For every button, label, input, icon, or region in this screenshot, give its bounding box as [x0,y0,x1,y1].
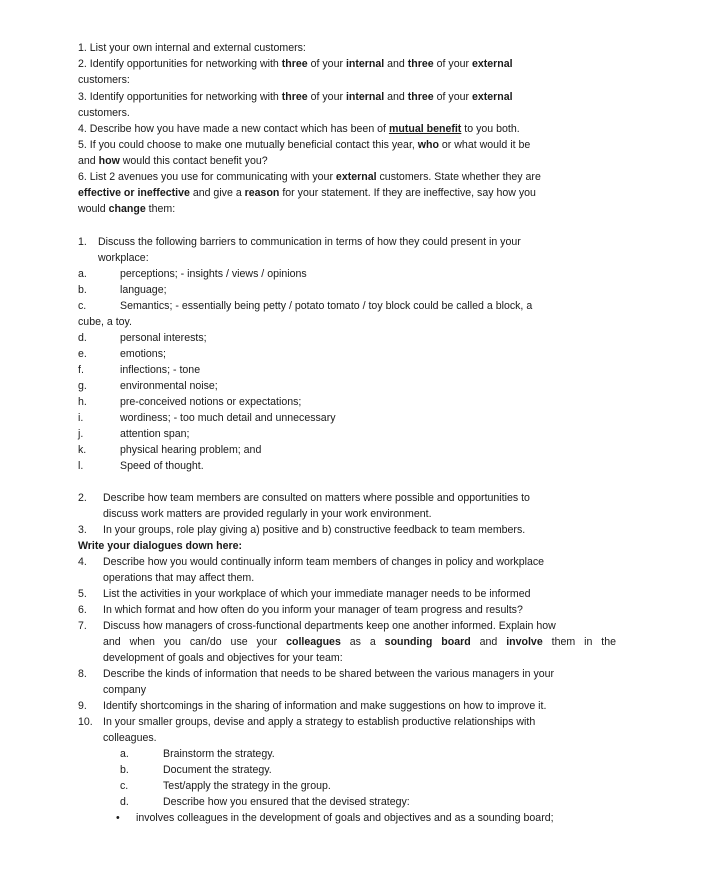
bullet-icon: • [116,812,120,824]
strategy-continued: colleagues. [103,732,157,744]
barrier-letter: b. [78,284,87,296]
strategy-step: Brainstorm the strategy. [163,748,275,760]
question-2-continued: customers: [78,74,130,86]
barrier-item: wordiness; - too much detail and unnecessary [120,412,336,424]
barrier-letter: j. [78,428,84,440]
barrier-item: physical hearing problem; and [120,444,262,456]
barrier-item: Speed of thought. [120,460,204,472]
question-3-continued: customers. [78,107,130,119]
barriers-question: Discuss the following barriers to communication in terms of how they could present in your [98,236,521,248]
question-1: 1. List your own internal and external customers: [78,42,306,54]
team-consultation-continued: discuss work matters are provided regularly in your work environment. [103,508,432,520]
strategy-step: Document the strategy. [163,764,272,776]
barrier-letter: g. [78,380,87,392]
barrier-item: inflections; - tone [120,364,201,376]
question-9-number: 9. [78,700,87,712]
team-consultation-question: Describe how team members are consulted on matters where possible and opportunities to [103,492,530,504]
shortcomings-question: Identify shortcomings in the sharing of information and make suggestions on how to improve it. [103,700,547,712]
barrier-item: pre-conceived notions or expectations; [120,396,302,408]
barrier-letter: h. [78,396,87,408]
manager-activities-question: List the activities in your workplace of which your immediate manager needs to be informed [103,588,531,600]
barrier-item: attention span; [120,428,190,440]
barrier-item: environmental noise; [120,380,218,392]
barrier-item: emotions; [120,348,166,360]
sounding-board-line: and when you can/do use your colleagues as a sounding board and involve them in the [103,636,616,648]
question-5-number: 5. [78,588,87,600]
question-6-continued: effective or ineffective and give a reason for your statement. If they are ineffective, say how you [78,187,536,199]
barriers-question-continued: workplace: [98,252,149,264]
strategy-question: In your smaller groups, devise and apply a strategy to establish productive relationships with [103,716,536,728]
strategy-step: Test/apply the strategy in the group. [163,780,331,792]
goals-line: development of goals and objectives for your team: [103,652,343,664]
step-letter: c. [120,780,129,792]
step-letter: b. [120,764,129,776]
barrier-item: cube, a toy. [78,316,132,328]
question-4: 4. Describe how you have made a new contact which has been of mutual benefit to you both. [78,123,520,135]
barrier-letter: f. [78,364,84,376]
question-5-continued: and how would this contact benefit you? [78,155,268,167]
question-3: 3. Identify opportunities for networking with three of your internal and three of your external [78,91,513,103]
barrier-item: perceptions; - insights / views / opinions [120,268,307,280]
report-format-question: In which format and how often do you inform your manager of team progress and results? [103,604,523,616]
question-2-number: 2. [78,492,87,504]
step-letter: d. [120,796,129,808]
role-play-question: In your groups, role play giving a) positive and b) constructive feedback to team members. [103,524,526,536]
dialogues-heading: Write your dialogues down here: [78,540,243,552]
question-10-number: 10. [78,716,93,728]
barrier-letter: c. [78,300,87,312]
question-7-number: 7. [78,620,87,632]
question-4-number: 4. [78,556,87,568]
question-3-number: 3. [78,524,87,536]
barrier-item: personal interests; [120,332,207,344]
question-6: 6. List 2 avenues you use for communicating with your external customers. State whether they are [78,171,541,183]
step-letter: a. [120,748,129,760]
strategy-step: Describe how you ensured that the devised strategy: [163,796,410,808]
inform-team-continued: operations that may affect them. [103,572,255,584]
barrier-letter: a. [78,268,87,280]
barrier-letter: l. [78,460,84,472]
question-2: 2. Identify opportunities for networking with three of your internal and three of your external [78,58,513,70]
question-6-number: 6. [78,604,87,616]
bullet-item: involves colleagues in the development of goals and objectives and as a sounding board; [136,812,554,824]
cross-functional-question: Discuss how managers of cross-functional departments keep one another informed. Explain how [103,620,556,632]
barrier-letter: e. [78,348,87,360]
inform-team-question: Describe how you would continually inform team members of changes in policy and workplace [103,556,545,568]
question-6-end: would change them: [78,203,176,215]
barrier-item: Semantics; - essentially being petty / potato tomato / toy block could be called a block, a [120,300,533,312]
shared-information-continued: company [103,684,146,696]
question-5: 5. If you could choose to make one mutually beneficial contact this year, who or what would it be [78,139,531,151]
barrier-letter: i. [78,412,84,424]
barriers-question-number: 1. [78,236,87,248]
question-8-number: 8. [78,668,87,680]
barrier-letter: k. [78,444,87,456]
shared-information-question: Describe the kinds of information that needs to be shared between the various managers in your [103,668,555,680]
barrier-letter: d. [78,332,87,344]
barrier-item: language; [120,284,167,296]
